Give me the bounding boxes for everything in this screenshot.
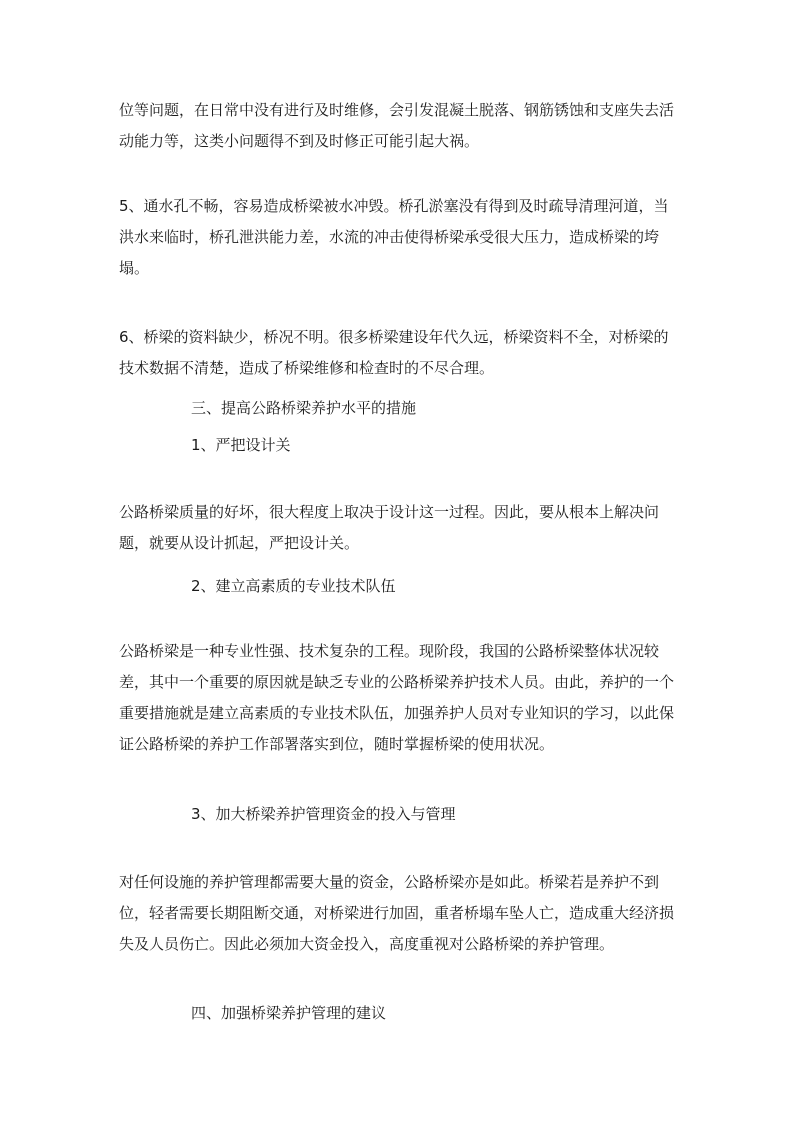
subheading-1: 1、严把设计关 — [191, 436, 291, 454]
paragraph-sub-2: 公路桥梁是一种专业性强、技术复杂的工程。现阶段，我国的公路桥梁整体状况较差，其中一个重要的原因就是缺乏专业的公路桥梁养护技术人员。由此，养护的一个重要措施就是建立高素质的专业技术队伍，加强养护人员对专业知识的学习，以此保证公路桥梁的养护工作部署落实到位，随时掌握桥梁的使用状况。 — [119, 642, 675, 753]
paragraph-continuation: 位等问题，在日常中没有进行及时维修，会引发混凝土脱落、钢筋锈蚀和支座失去活动能力等，这类小问题得不到及时修正可能引起大祸。 — [119, 101, 675, 150]
paragraph-item-6: 6、桥梁的资料缺少，桥况不明。很多桥梁建设年代久远，桥梁资料不全，对桥梁的技术数据不清楚，造成了桥梁维修和检查时的不尽合理。 — [119, 328, 669, 377]
paragraph-sub-1: 公路桥梁质量的好坏，很大程度上取决于设计这一过程。因此，要从根本上解决问题，就要从设计抓起，严把设计关。 — [119, 503, 660, 552]
paragraph-item-5: 5、通水孔不畅，容易造成桥梁被水冲毁。桥孔淤塞没有得到及时疏导清理河道，当洪水来临时，桥孔泄洪能力差，水流的冲击使得桥梁承受很大压力，造成桥梁的垮塌。 — [119, 197, 669, 277]
section-heading-4: 四、加强桥梁养护管理的建议 — [191, 1004, 387, 1022]
subheading-2: 2、建立高素质的专业技术队伍 — [191, 577, 396, 595]
paragraph-sub-3: 对任何设施的养护管理都需要大量的资金，公路桥梁亦是如此。桥梁若是养护不到位，轻者需要长期阻断交通，对桥梁进行加固，重者桥塌车坠人亡，造成重大经济损失及人员伤亡。因此必须加大资金投入，高度重视对公路桥梁的养护管理。 — [119, 873, 675, 953]
subheading-3: 3、加大桥梁养护管理资金的投入与管理 — [191, 805, 456, 823]
section-heading-3: 三、提高公路桥梁养护水平的措施 — [191, 399, 417, 417]
